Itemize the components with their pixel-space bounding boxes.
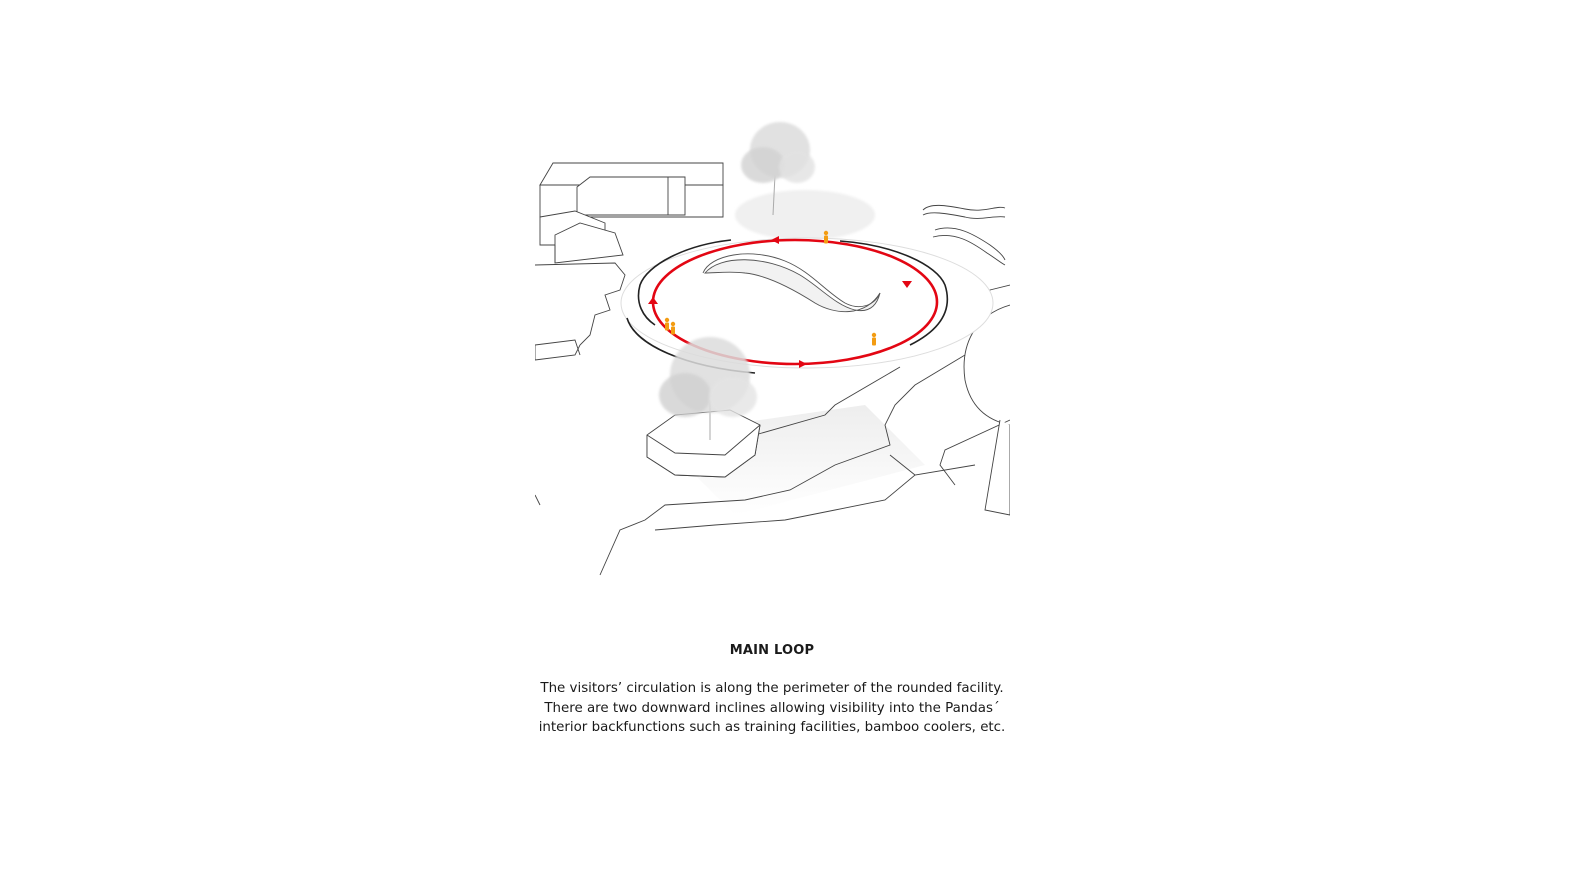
diagram-description xyxy=(530,679,1014,738)
axonometric-diagram xyxy=(535,105,1010,590)
person-icon xyxy=(872,333,876,346)
description-line: interior backfunctions such as training facilities, bamboo coolers, etc. xyxy=(538,720,1006,735)
diagram-svg xyxy=(535,105,1010,590)
caption xyxy=(530,643,1014,738)
description-line: The visitors’ circulation is along the perimeter of the rounded facility. xyxy=(540,681,1004,696)
person-icon xyxy=(665,318,669,331)
terraces-left xyxy=(535,263,625,360)
description-line: There are two downward inclines allowing visibility into the Pandas´ xyxy=(544,700,1000,716)
person-icon xyxy=(671,322,675,335)
diagram-title: MAIN LOOP xyxy=(729,643,815,658)
buildings-top-left xyxy=(540,163,723,263)
person-icon xyxy=(824,231,828,244)
